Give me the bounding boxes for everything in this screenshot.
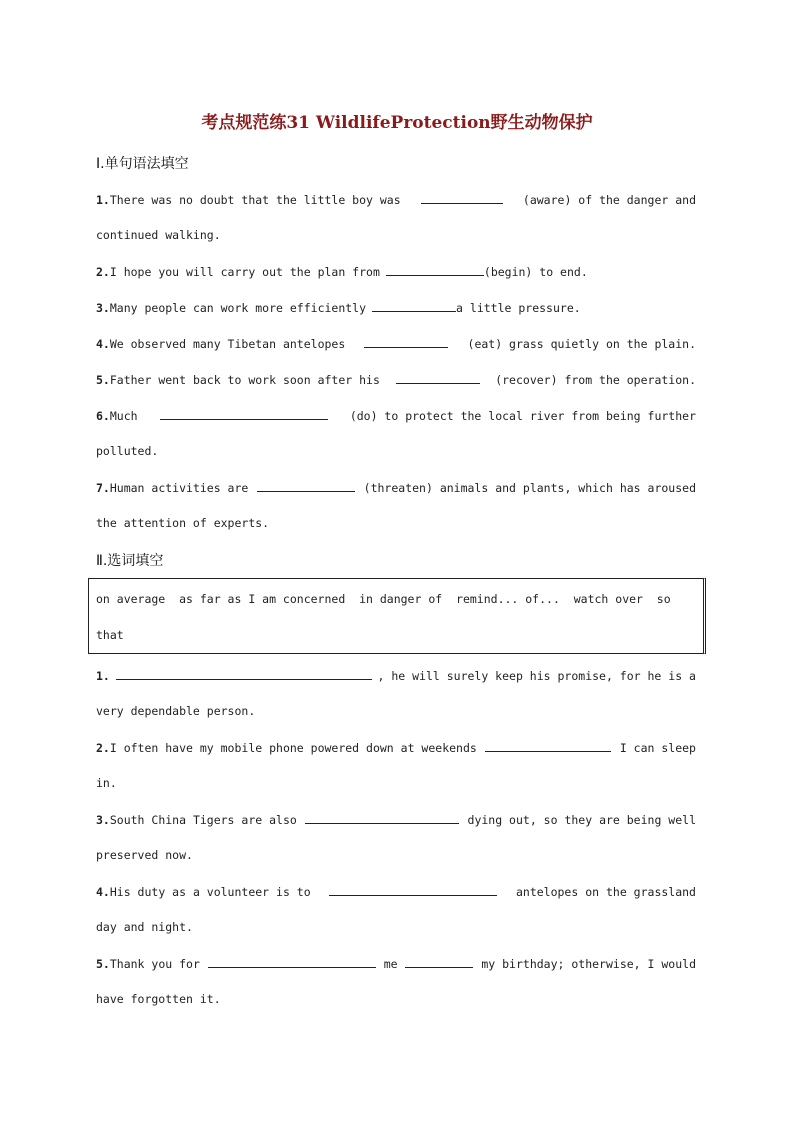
s1-item-4 (96, 336, 696, 351)
answer-blank[interactable] (372, 300, 456, 312)
answer-blank[interactable] (421, 192, 503, 204)
s2-item-1-cont (96, 704, 696, 718)
s2-item-3-cont (96, 848, 696, 862)
item-text: a little pressure. (456, 301, 581, 315)
s2-item-5-cont (96, 992, 696, 1006)
item-number: 7. (96, 481, 110, 495)
item-text: day and night. (96, 920, 193, 934)
item-number: 3. (96, 813, 110, 827)
answer-blank[interactable] (208, 956, 376, 968)
section-1-heading: Ⅰ.单句语法填空 (96, 156, 189, 172)
s2-item-4 (96, 884, 696, 899)
s1-item-1 (96, 192, 696, 207)
s1-item-2 (96, 264, 696, 279)
item-text: South China Tigers are also (109, 813, 297, 827)
s1-item-7 (96, 480, 696, 495)
s1-item-1-cont (96, 228, 696, 242)
item-text: We observed many Tibetan antelopes (109, 337, 346, 351)
s2-item-1 (96, 668, 696, 683)
item-text: (aware) of the danger and (522, 193, 696, 207)
item-number: 6. (96, 409, 110, 423)
item-text: (recover) from the operation. (495, 373, 696, 387)
answer-blank[interactable] (364, 336, 448, 348)
s2-item-2 (96, 740, 696, 755)
item-number: 2. (96, 741, 110, 755)
item-text: preserved now. (96, 848, 193, 862)
item-text: (do) to protect the local river from being further (349, 409, 696, 423)
item-text: I hope you will carry out the plan from (109, 265, 380, 279)
s1-item-3 (96, 300, 696, 315)
answer-blank[interactable] (485, 740, 611, 752)
item-text: the attention of experts. (96, 516, 270, 530)
item-text: in. (96, 776, 117, 790)
item-number: 5. (96, 957, 110, 971)
item-text: have forgotten it. (96, 992, 221, 1006)
item-text: I can sleep (619, 741, 696, 755)
s1-item-5 (96, 372, 696, 387)
item-text: very dependable person. (96, 704, 256, 718)
word-bank-box (88, 578, 706, 654)
item-text: continued walking. (96, 228, 221, 242)
s1-item-6 (96, 408, 696, 423)
item-text: Father went back to work soon after his (109, 373, 380, 387)
item-number: 4. (96, 885, 110, 899)
item-text: Human activities are (109, 481, 249, 495)
answer-blank[interactable] (257, 480, 355, 492)
section-2-heading: Ⅱ.选词填空 (96, 553, 164, 569)
item-number: 1. (96, 193, 110, 207)
s2-item-5 (96, 956, 696, 971)
item-text: Many people can work more efficiently (109, 301, 367, 315)
word-bank-line-2: that (96, 628, 124, 642)
s1-item-7-cont (96, 516, 696, 530)
item-text: I often have my mobile phone powered down at weekends (109, 741, 477, 755)
item-text: my birthday; otherwise, I would (481, 957, 696, 971)
item-text: Much (109, 409, 138, 423)
s1-item-6-cont (96, 444, 696, 458)
item-text: There was no doubt that the little boy was (109, 193, 401, 207)
item-text: polluted. (96, 444, 159, 458)
item-text: (threaten) animals and plants, which has aroused (363, 481, 696, 495)
page-title: 考点规范练31 WildlifeProtection野生动物保护 (201, 113, 593, 133)
item-number: 3. (96, 301, 110, 315)
word-bank-line-1: on average as far as I am concerned in danger of remind... of... watch over so (96, 592, 671, 606)
answer-blank[interactable] (329, 884, 497, 896)
s2-item-3 (96, 812, 696, 827)
item-number: 1. (96, 669, 110, 683)
item-text: (begin) to end. (483, 265, 588, 279)
item-text: dying out, so they are being well (467, 813, 696, 827)
answer-blank[interactable] (160, 408, 328, 420)
answer-blank[interactable] (405, 956, 473, 968)
item-text: antelopes on the grassland (515, 885, 696, 899)
answer-blank[interactable] (386, 264, 484, 276)
answer-blank[interactable] (116, 668, 372, 680)
s2-item-2-cont (96, 776, 696, 790)
answer-blank[interactable] (305, 812, 459, 824)
item-text: Thank you for (109, 957, 200, 971)
item-text: (eat) grass quietly on the plain. (467, 337, 696, 351)
item-number: 2. (96, 265, 110, 279)
item-text: , he will surely keep his promise, for he is a (377, 669, 696, 683)
item-text: me (383, 957, 398, 971)
item-number: 4. (96, 337, 110, 351)
answer-blank[interactable] (396, 372, 480, 384)
s2-item-4-cont (96, 920, 696, 934)
item-number: 5. (96, 373, 110, 387)
item-text: His duty as a volunteer is to (109, 885, 311, 899)
